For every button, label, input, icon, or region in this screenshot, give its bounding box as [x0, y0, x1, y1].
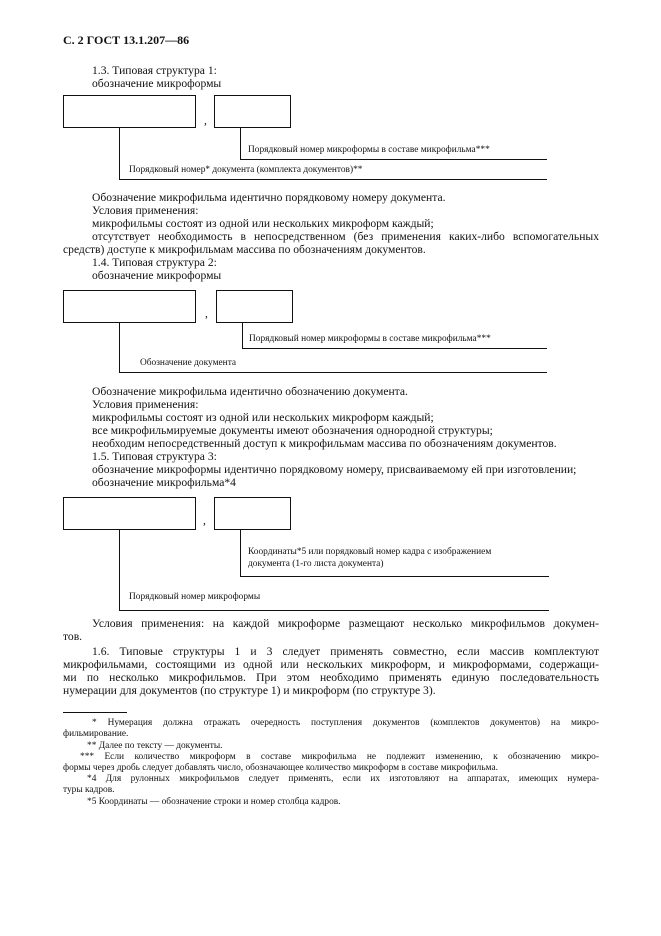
- section-1-3-subtitle: обозначение микроформы: [92, 77, 222, 90]
- section-1-6-line: нумерации для документов (по структуре 1) и микроформ (по структуре 3).: [63, 684, 436, 697]
- diagram-2-left-underline: [119, 372, 547, 373]
- footnote: фильмирование.: [63, 729, 129, 739]
- footnote: *** Если количество микроформ в составе микрофильма не подлежит изменению, к обозначению микро-: [80, 752, 599, 762]
- diagram-1-separator: ,: [204, 114, 207, 127]
- diagram-2-right-label: Порядковый номер микроформы в составе микрофильма***: [249, 334, 491, 344]
- diagram-3-right-underline: [240, 576, 549, 577]
- diagram-1-right-leader: [240, 128, 241, 160]
- diagram-3-separator: ,: [203, 514, 206, 527]
- diagram-1-left-box: [63, 95, 196, 128]
- footnote: ** Далее по тексту — документы.: [87, 741, 223, 751]
- diagram-2-right-box: [216, 290, 293, 323]
- diagram-3-right-label: документа (1-го листа документа): [248, 559, 384, 569]
- diagram-1-left-leader: [119, 128, 120, 180]
- footnote: *4 Для рулонных микрофильмов следует применять, если их изготовляют на аппаратах, имеющих нумера-: [87, 774, 599, 784]
- diagram-3-left-underline: [119, 610, 549, 611]
- section-1-4-line: микрофильмы состоят из одной или нескольких микроформ каждый;: [92, 411, 434, 424]
- section-1-5-line: обозначение микроформы идентично порядковому номеру, присваиваемому ей при изготовлении;: [92, 463, 577, 476]
- section-1-3-line: микрофильмы состоят из одной или нескольких микроформ каждый;: [92, 217, 434, 230]
- diagram-3-left-label: Порядковый номер микроформы: [129, 592, 261, 602]
- section-1-4-line: все микрофильмируемые документы имеют обозначения однородной структуры;: [92, 424, 493, 437]
- section-1-5-condition: тов.: [63, 630, 83, 643]
- section-1-5-condition: Условия применения: на каждой микроформе размещают несколько микрофильмов докумен-: [92, 617, 599, 630]
- section-1-4-line: Условия применения:: [92, 398, 199, 411]
- footnote: *5 Координаты — обозначение строки и номер столбца кадров.: [87, 797, 341, 807]
- diagram-2-right-leader: [242, 323, 243, 349]
- section-1-3-line: отсутствует необходимость в непосредственном (без применения каких-либо вспомогательных: [92, 230, 599, 243]
- diagram-2-left-box: [63, 290, 196, 323]
- footnote-divider: [63, 712, 127, 713]
- diagram-3-left-leader: [119, 530, 120, 611]
- diagram-3-right-box: [214, 497, 291, 530]
- diagram-3-right-leader: [240, 530, 241, 577]
- page-header: С. 2 ГОСТ 13.1.207—86: [63, 33, 190, 47]
- diagram-1-right-underline: [240, 159, 547, 160]
- section-1-6-line: ми по несколько микрофильмов. При этом необходимо применять единую последовательность: [63, 671, 599, 684]
- footnote: туры кадров.: [63, 785, 115, 795]
- diagram-3-right-label: Координаты*5 или порядковый номер кадра с изображением: [248, 547, 492, 557]
- section-1-3-title: 1.3. Типовая структура 1:: [92, 64, 217, 77]
- diagram-1-right-label: Порядковый номер микроформы в составе микрофильма***: [248, 145, 490, 155]
- section-1-3-line: Условия применения:: [92, 204, 199, 217]
- section-1-3-line: средств) доступе к микрофильмам массива по обозначениям документов.: [63, 243, 426, 256]
- section-1-5-title: 1.5. Типовая структура 3:: [92, 450, 217, 463]
- diagram-3-left-box: [63, 497, 196, 530]
- diagram-1-right-box: [214, 95, 291, 128]
- footnote: * Нумерация должна отражать очередность поступления документов (комплектов документов) на микро-: [92, 718, 599, 728]
- section-1-6-line: микрофильмами, состоящими из одной или нескольких микроформ, и микроформами, содержащи-: [63, 658, 599, 671]
- diagram-2-right-underline: [242, 348, 547, 349]
- diagram-1-left-label: Порядковый номер* документа (комплекта документов)**: [129, 165, 363, 175]
- diagram-1-left-underline: [119, 179, 547, 180]
- diagram-2-separator: ,: [205, 307, 208, 320]
- section-1-6-line: 1.6. Типовые структуры 1 и 3 следует применять совместно, если массив комплектуют: [92, 645, 599, 658]
- footnote: формы через дробь следует добавлять число, обозначающее количество микроформ в составе микрофильма.: [63, 763, 498, 773]
- diagram-2-left-label: Обозначение документа: [140, 358, 237, 368]
- section-1-3-line: Обозначение микрофильма идентично порядковому номеру документа.: [92, 191, 446, 204]
- section-1-4-line: необходим непосредственный доступ к микрофильмам массива по обозначениям документов.: [92, 437, 557, 450]
- section-1-5-line: обозначение микрофильма*4: [92, 476, 236, 489]
- section-1-4-subtitle: обозначение микроформы: [92, 269, 222, 282]
- section-1-4-line: Обозначение микрофильма идентично обозначению документа.: [92, 385, 408, 398]
- section-1-4-title: 1.4. Типовая структура 2:: [92, 256, 217, 269]
- diagram-2-left-leader: [119, 323, 120, 373]
